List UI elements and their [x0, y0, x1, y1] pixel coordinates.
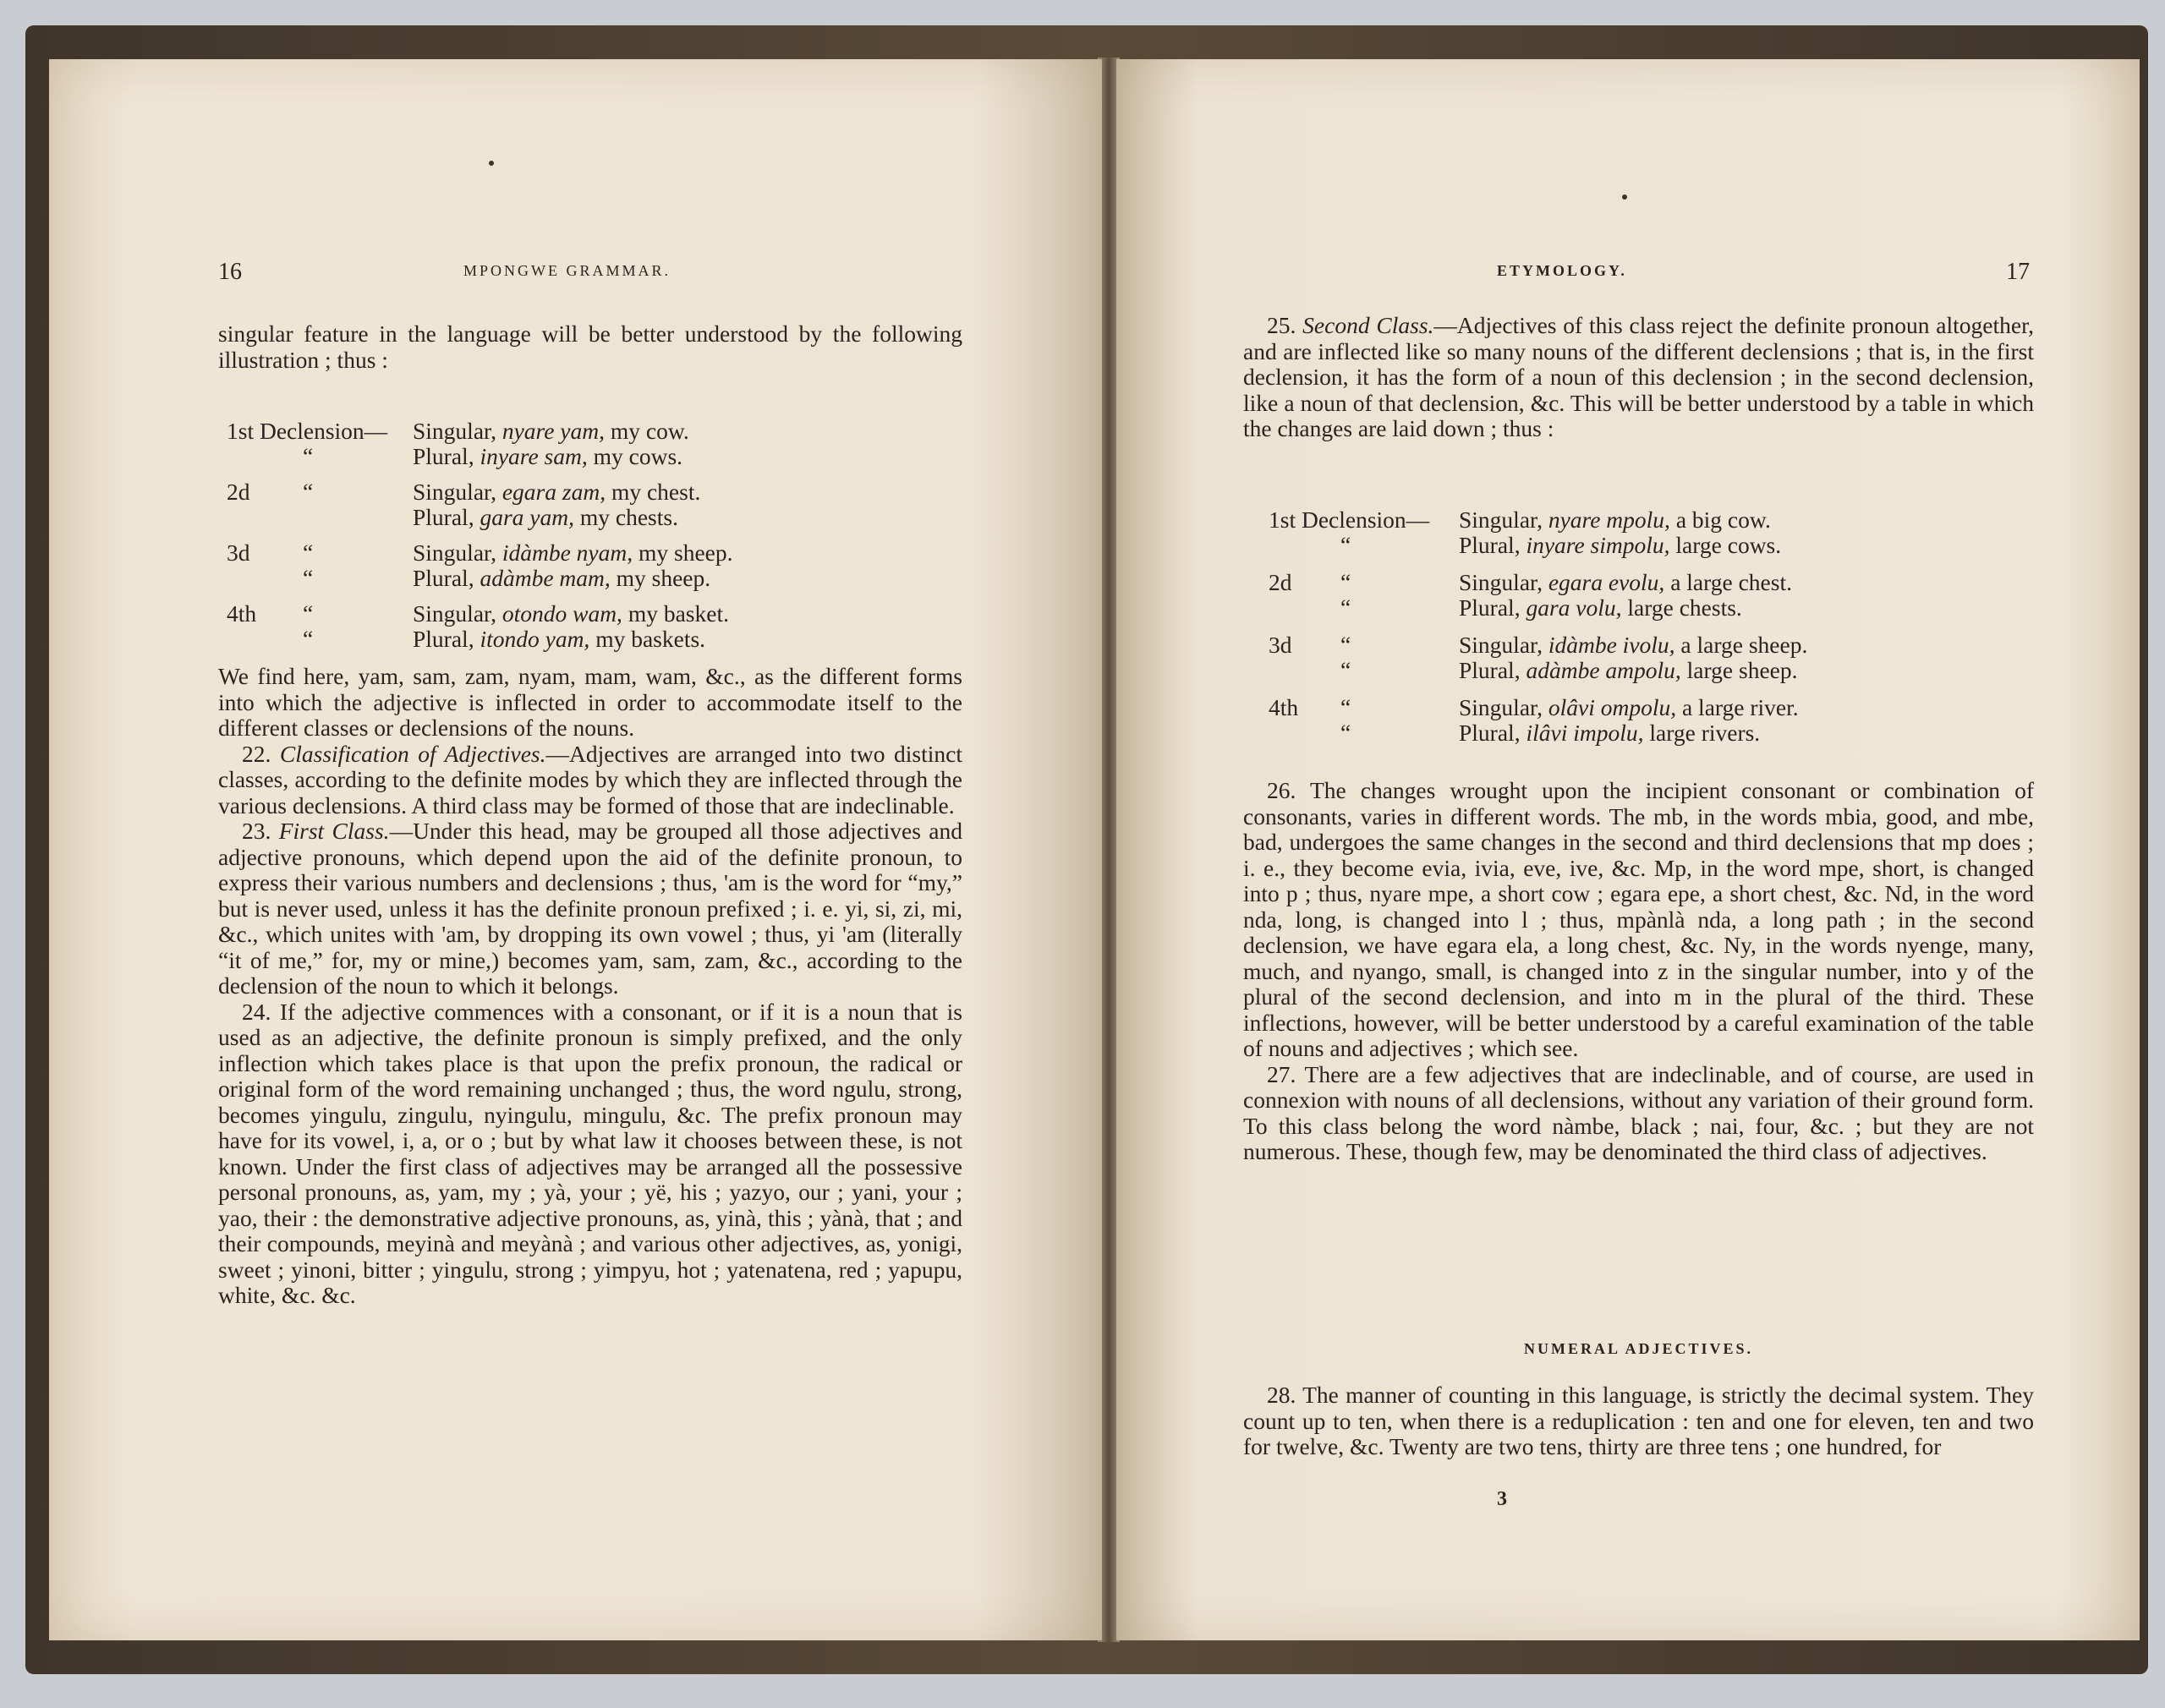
table-row [1269, 695, 2030, 720]
left-page [49, 59, 1102, 1640]
table-cell-ditto: “ [303, 626, 314, 652]
table-cell-ditto: “ [1340, 694, 1351, 720]
table-cell-form: Singular, nyare yam, my cow. [413, 418, 689, 444]
table-cell-ditto: “ [1340, 632, 1351, 658]
table-cell-label: 1st Declension— [227, 418, 388, 444]
table-cell-ditto: “ [303, 539, 314, 566]
table-cell-form: Singular, idàmbe nyam, my sheep. [413, 539, 733, 566]
section-subheading: NUMERAL ADJECTIVES. [1523, 1340, 1754, 1357]
table-cell-label: 1st Declension— [1269, 506, 1430, 533]
table-cell-form: Singular, idàmbe ivolu, a large sheep. [1459, 632, 1808, 658]
table-cell-label: 3d [227, 539, 250, 566]
table-cell-label: 2d [1269, 569, 1292, 595]
book [25, 25, 2148, 1674]
running-title: ETYMOLOGY. [1497, 262, 1627, 279]
table-row [1269, 595, 2030, 621]
table-cell-form: Plural, gara yam, my chests. [413, 504, 678, 530]
table-row [227, 479, 954, 505]
table-cell-ditto: “ [303, 443, 314, 469]
table-row [227, 540, 954, 566]
table-row [227, 505, 954, 530]
table-cell-ditto: “ [1340, 569, 1351, 595]
table-cell-ditto: “ [303, 479, 314, 505]
table-cell-form: Plural, adàmbe mam, my sheep. [413, 565, 711, 591]
table-row [227, 419, 954, 444]
table-cell-form: Plural, gara volu, large chests. [1459, 594, 1742, 621]
running-title: MPONGWE GRAMMAR. [463, 262, 671, 279]
right-body-text [1243, 778, 2034, 1165]
ink-speck [489, 161, 494, 166]
table-row [1269, 632, 2030, 658]
table-cell-form: Plural, itondo yam, my baskets. [413, 626, 706, 652]
signature-mark: 3 [1497, 1488, 1507, 1510]
table-row [1269, 720, 2030, 746]
table-cell-form: Plural, adàmbe ampolu, large sheep. [1459, 657, 1798, 683]
table-cell-ditto: “ [1340, 594, 1351, 621]
table-cell-ditto: “ [1340, 532, 1351, 558]
section-28: 28. The manner of counting in this language, is strictly the decimal system. They count up to ten, when there is a reduplication : ten and one for eleven, ten and two for twelve, &c. Twenty are two tens, thirty are three tens ; one hundred, for [1243, 1382, 2034, 1459]
right-page [1116, 59, 2140, 1640]
section-26: 26. The changes wrought upon the incipient consonant or combination of consonants, varies in different words. The mb, in the words mbia, good, and mbe, bad, undergoes the same changes in the second and third declensions that mp does ; i. e., they become evia, ivia, eve, ive, &c. Mp, in the word mpe, short, is changed into p ; thus, nyare mpe, a short cow ; egara epe, a short chest, &c. Nd, in the word nda, long, is changed into l ; thus, mpànlà nda, a long path ; in the second declension, we have egara ela, a long chest, &c. Ny, in the words nyenge, many, much, and nyango, small, is changed into z in the singular number, into y of the plural of the second declension, and into m in the plural of the third. These inflections, however, will be better understood by a careful examination of the table of nouns and adjectives ; which see. [1243, 777, 2034, 1061]
section-25-block [1243, 313, 2034, 442]
paragraph: singular feature in the language will be better understood by the following illustration ; thus : [218, 320, 962, 373]
table-cell-form: Singular, olâvi ompolu, a large river. [1459, 694, 1799, 720]
section-25: 25. Second Class.—Adjectives of this class reject the definite pronoun altogether, and are inflected like so many nouns of the different declensions ; that is, in the first declension, it has the form of a noun of this declension ; in the second declension, like a noun of that declension, &c. This will be better understood by a table in which the changes are laid down ; thus : [1243, 312, 2034, 441]
table-cell-label: 3d [1269, 632, 1292, 658]
table-cell-ditto: “ [1340, 657, 1351, 683]
table-cell-label: 4th [227, 600, 257, 627]
intro-paragraph [218, 321, 962, 373]
table-cell-form: Singular, otondo wam, my basket. [413, 600, 729, 627]
declension-table [1269, 507, 2030, 746]
paragraph: We find here, yam, sam, zam, nyam, mam, wam, &c., as the different forms into which the adjective is inflected in order to accommodate itself to the different classes or declensions of the nouns. [218, 663, 962, 741]
table-row [227, 444, 954, 469]
declension-table [227, 419, 954, 652]
table-cell-ditto: “ [1340, 720, 1351, 746]
section-22: 22. Classification of Adjectives.—Adjectives are arranged into two distinct classes, according to the definite modes by which they are inflected through the various declensions. A third class may be formed of those that are indeclinable. [218, 740, 962, 818]
table-cell-form: Plural, inyare simpolu, large cows. [1459, 532, 1782, 558]
table-cell-form: Plural, ilâvi impolu, large rivers. [1459, 720, 1761, 746]
table-row [227, 566, 954, 591]
table-cell-label: 2d [227, 479, 250, 505]
table-row [1269, 570, 2030, 595]
table-cell-form: Singular, egara zam, my chest. [413, 479, 701, 505]
ink-speck [1622, 194, 1627, 200]
table-row [227, 601, 954, 627]
table-cell-ditto: “ [303, 600, 314, 627]
table-row [1269, 533, 2030, 558]
table-cell-form: Plural, inyare sam, my cows. [413, 443, 683, 469]
table-row [1269, 658, 2030, 683]
section-28-block [1243, 1382, 2034, 1460]
table-cell-form: Singular, egara evolu, a large chest. [1459, 569, 1792, 595]
table-cell-form: Singular, nyare mpolu, a big cow. [1459, 506, 1771, 533]
table-cell-label: 4th [1269, 694, 1299, 720]
table-row [1269, 507, 2030, 533]
table-row [227, 627, 954, 652]
page-number: 16 [218, 259, 242, 285]
section-23: 23. First Class.—Under this head, may be grouped all those adjectives and adjective pronouns, which depend upon the aid of the definite pronoun, to express their various numbers and declensions ; thus, 'am is the word for “my,” but is never used, unless it has the definite pronoun prefixed ; i. e. yi, si, zi, mi, &c., which unites with 'am, by dropping its own vowel ; thus, yi 'am (literally “it of me,” for, my or mine,) becomes yam, sam, zam, &c., according to the declension of the noun to which it belongs. [218, 818, 962, 999]
table-cell-ditto: “ [303, 565, 314, 591]
page-number: 17 [2006, 259, 2030, 285]
section-24: 24. If the adjective commences with a consonant, or if it is a noun that is used as an adjective, the definite pronoun is simply prefixed, and the only inflection which takes place is that upon the prefix pronoun, the radical or original form of the word remaining unchanged ; thus, the word ngulu, strong, becomes yingulu, zingulu, nyingulu, mingulu, &c. The prefix pronoun may have for its vowel, i, a, or o ; but by what law it chooses between these, is not known. Under the first class of adjectives may be arranged all the possessive personal pronouns, as, yam, my ; yà, your ; yë, his ; yazyo, our ; yani, your ; yao, their : the demonstrative adjective pronouns, as, yinà, this ; yànà, that ; and their compounds, meyinà and meyànà ; and various other adjectives, as, yonigi, sweet ; yinoni, bitter ; yingulu, strong ; yimpyu, hot ; yatenatena, red ; yapupu, white, &c. &c. [218, 998, 963, 1308]
section-27: 27. There are a few adjectives that are indeclinable, and of course, are used in connexion with nouns of all declensions, without any variation of their ground form. To this class belong the word nàmbe, black ; nai, four, &c. ; but they are not numerous. These, though few, may be denominated the third class of adjectives. [1243, 1060, 2034, 1164]
left-body-text [218, 664, 962, 1309]
